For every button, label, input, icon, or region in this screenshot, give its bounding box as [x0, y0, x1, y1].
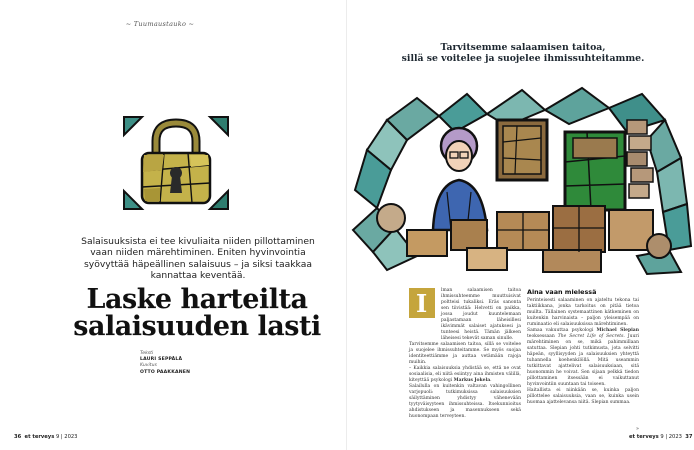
headline-line-1: Laske harteilta — [86, 284, 308, 315]
right-page-number: 37 — [685, 434, 693, 440]
dropcap-letter: I — [416, 289, 428, 318]
byline — [140, 351, 250, 376]
pull-quote-line-1: Tarvitsemme salaamisen taitoa, — [440, 42, 606, 53]
body-column-1 — [409, 288, 521, 420]
col1-paragraph-3 — [409, 366, 521, 384]
continue-mark: » — [636, 426, 640, 432]
col1-p3-start: – Kaikkia salaisuuksia yhdistää se, että ne ovat sosiaalisia, eli niitä esiintyy aina ihmisten välillä, kiteyttää psykologi — [409, 366, 521, 383]
col2-paragraph-2 — [527, 328, 639, 388]
byline-illustration-role: Kuvitus — [140, 363, 157, 369]
col1-p3-end: . — [490, 378, 492, 383]
left-footer-magazine: et terveys — [24, 434, 55, 440]
col2-paragraph-1: Perinteisesti salaaminen on ajateltu tekona tai taktiikkana, jonka tarkoitus on pitää tietoa muilta. Tällainen systemaattinen kätkeminen on kuitenkin harvinaista – paljon yleisempää on ruminaatio eli salaisuuksissa märehtiminen. — [527, 298, 639, 327]
col2-p2-start: Samaa vakuuttaa psykologi — [527, 328, 597, 333]
col1-paragraph-2: Tarvitsemme salaamisen taitoa, sillä se voitelee ja suojelee ihmissuhteitamme. Se myös suojaa identiteettiämme ja auttaa vetämään rajoja muihin. — [409, 342, 521, 365]
lead-paragraph: Salaisuuksista ei tee kivuliaita niiden pillottaminen vaan niiden märehtiminen. Eniten hyvinvointia syövyttää häpeällinen salaisuus – ja siksi taakkaa kannattaa keventää. — [81, 236, 315, 282]
right-footer — [629, 434, 693, 440]
col2-subhead: Aina vaan mielessä — [527, 288, 597, 296]
right-footer-magazine: et terveys — [629, 434, 659, 440]
body-column-2 — [527, 288, 639, 406]
section-tag: ~ Tuumaustauko ~ — [125, 20, 195, 28]
col2-p2-mid: teoksessaan — [527, 334, 558, 339]
col2-p2-name: Michael Slepian — [596, 328, 639, 333]
byline-illustrator: OTTO PAAKKANEN — [140, 369, 191, 375]
col2-p2-book: The Secret Life of Secrets — [557, 334, 624, 339]
pull-quote — [373, 42, 673, 64]
headline-line-2: salaisuuden lasti — [73, 311, 321, 342]
col1-paragraph-4: Salailulla on kuitenkin valtavan vahingollinen varjopuoli: tutkimuksissa salaisuuksien säilyttäminen yhdistyy vähenevään tyytyväisyyteen ihmissuhteissa. Itsekunnioitus ahdistukseen ja masennukseen sekä huonompaan terveyteen. — [409, 384, 521, 419]
pull-quote-line-2: sillä se voitelee ja suojelee ihmissuhteitamme. — [401, 53, 645, 64]
article-headline — [52, 286, 342, 340]
byline-author: LAURI SEPPÄLÄ — [140, 357, 183, 363]
right-page — [347, 0, 694, 450]
col1-p3-name: Markus Jokela — [453, 378, 491, 383]
left-page-number: 36 — [14, 434, 22, 440]
left-footer — [14, 434, 78, 440]
col2-paragraph-3: Haitallista ei niinkään se, kuinka paljon pillottelee salaisuuksia, vaan se, kuinka usein huomaa ajattelevansa niitä. Slepian summaa. — [527, 388, 639, 405]
stained-glass-padlock-illustration — [120, 113, 232, 213]
col1-paragraph-1: lman salaamisen taitoa ihmissuhteemme muuttuisivat poltteisi tukaliksi. Eräs sanonta sen tiivistää: Helvetti on paikka, jossa joudut kuuntelemaan paljastamaan läheisillesi ikävimmät salaiset ajatuksesi ja tunteesi heistä. Tämän jälkeen läheisesi tekevät saman sinulle. — [441, 288, 521, 341]
right-footer-issue: 9 | 2023 — [660, 434, 682, 440]
stained-glass-scene-illustration — [347, 80, 694, 280]
left-footer-issue: 9 | 2023 — [55, 434, 78, 440]
byline-text-role: Teksti — [140, 351, 154, 356]
col2-p2-end: . Juuri märehtiminen on se, mikä pahimmillaan satuttaa. Slepian johti tutkimusta, jota selvitti häpeän, syyllisyyden ja salaisuuksien yhteyttä tuhannella koehenkilöllä. Mitä useammin tutkittavat ajattelivat salaisuuksiaan, sitä huonommin he voivat. Sen sijaan pelkkä tiedon pillottaminen itsessään ei vaikuttanut hyvinvointiin suuntaan tai toiseen. — [527, 334, 639, 387]
